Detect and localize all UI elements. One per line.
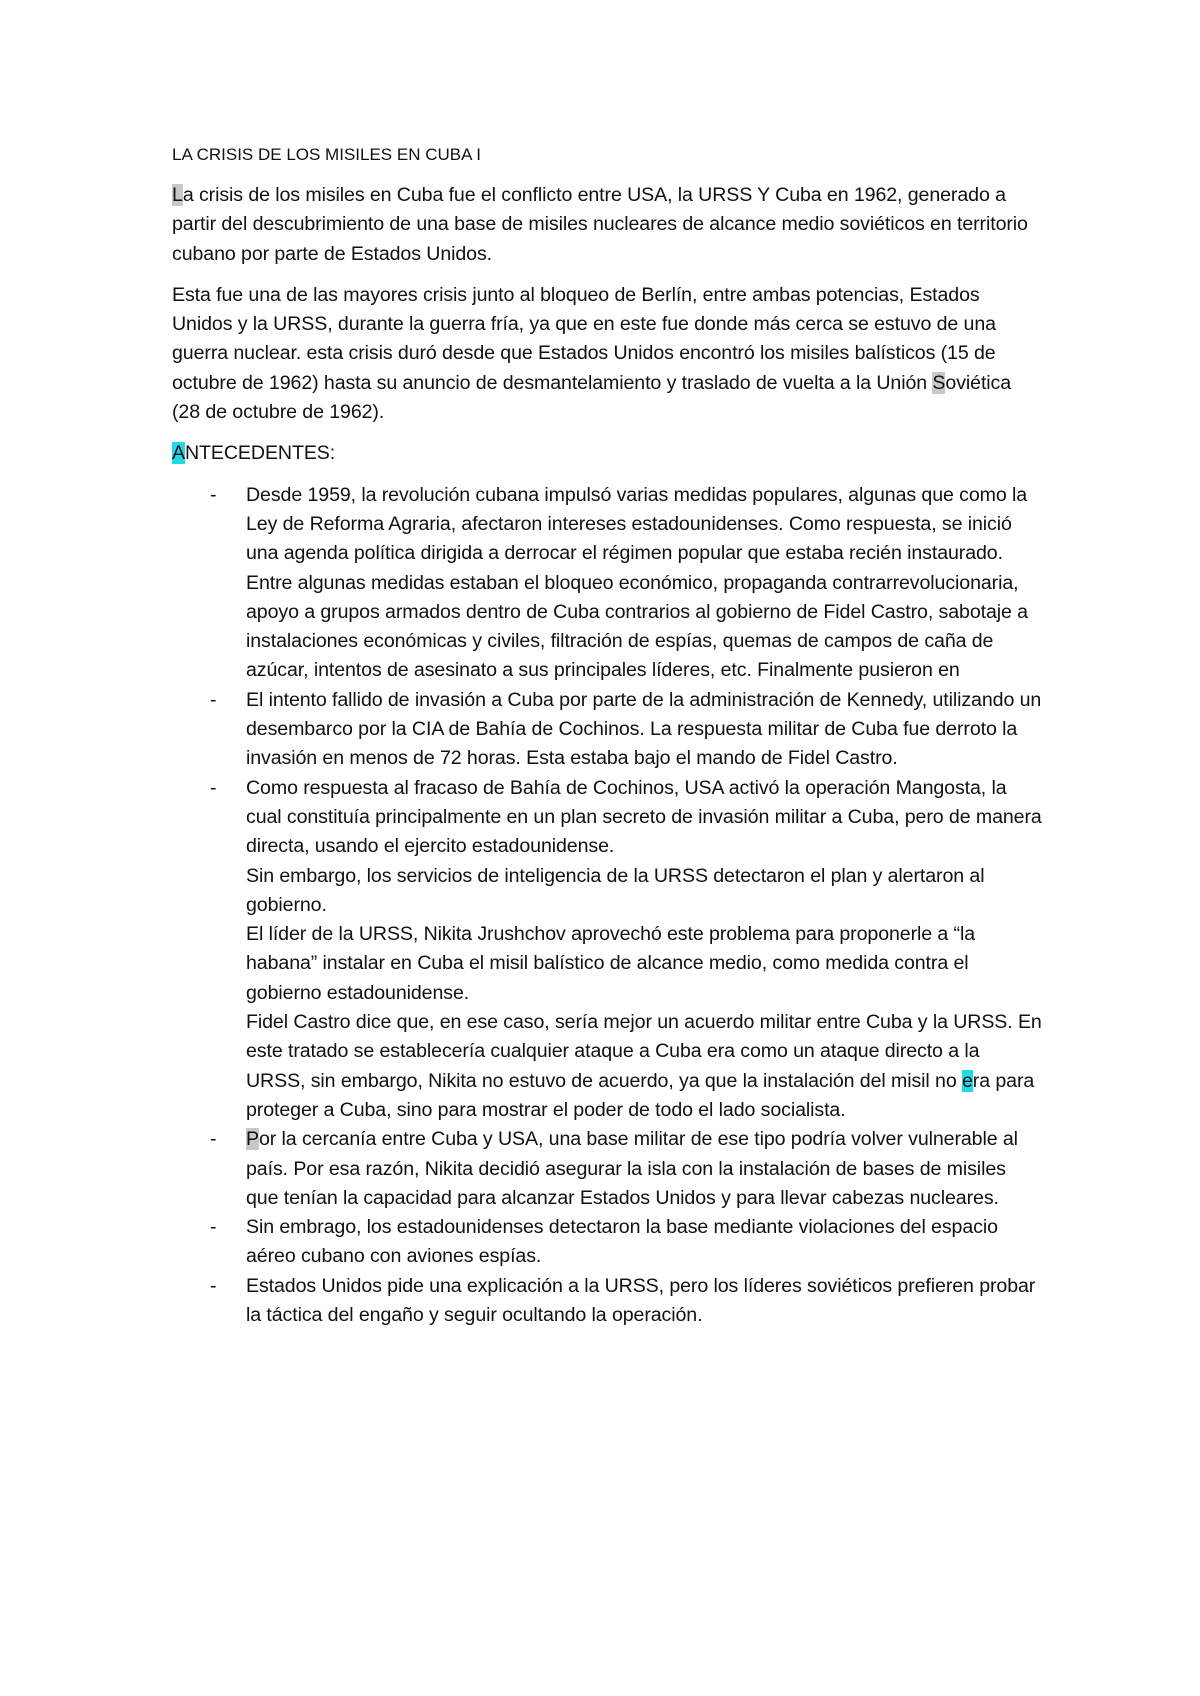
second-paragraph-text-end: oviética (28 de octubre de 1962). xyxy=(172,371,1012,424)
list-item-text-part: Fidel Castro dice que, en ese caso, sería mejor un acuerdo militar entre Cuba y la URSS. En este tratado se establecería cualquier ataque a Cuba era como un ataque directo a la URSS, sin embargo, Nikita no estuvo de acuerdo, ya que la instalación del misil no xyxy=(246,1011,1042,1092)
highlighted-letter: A xyxy=(172,442,185,465)
list-item xyxy=(172,1272,1042,1331)
document-title: LA CRISIS DE LOS MISILES EN CUBA I xyxy=(172,145,481,164)
second-paragraph-text: Esta fue una de las mayores crisis junto al bloqueo de Berlín, entre ambas potencias, Estados Unidos y la URSS, durante la guerra fría, ya que en este fue donde más cerca se estuvo de una guerra nuclear. esta crisis duró desde que Estados Unidos encontró los misiles balísticos (15 de octubre de 1962) hasta su anuncio de desmantelamiento y traslado de vuelta a la Unión xyxy=(172,283,996,394)
bullet-dash: - xyxy=(210,1128,217,1151)
list-item-text xyxy=(246,1008,1042,1125)
list-item-text-part: ra para proteger a Cuba, sino para mostrar el poder de todo el lado socialista. xyxy=(246,1069,1035,1121)
heading-text: NTECEDENTES: xyxy=(184,442,336,465)
list-item-text: Desde 1959, la revolución cubana impulsó varias medidas populares, algunas que como la Ley de Reforma Agraria, afectaron intereses estadounidenses. Como respuesta, se inició una agenda política dirigida a derrocar el régimen popular que estaba recién instaurado. Entre algunas medidas estaban el bloqueo económico, propaganda contrarrevolucionaria, apoyo a grupos armados dentro de Cuba contrarios al gobierno de Fidel Castro, sabotaje a instalaciones económicas y civiles, filtración de espías, quemas de campos de caña de azúcar, intentos de asesinato a sus principales líderes, etc. Finalmente pusieron en xyxy=(246,483,1028,682)
antecedentes-heading xyxy=(172,439,1042,468)
list-item-text: or la cercanía entre Cuba y USA, una base militar de ese tipo podría volver vulnerable al país. Por esa razón, Nikita decidió asegurar la isla con la instalación de bases de misiles que tenían la capacidad para alcanzar Estados Unidos y para llevar cabezas nucleares. xyxy=(246,1128,1018,1209)
list-item-text: Sin embrago, los estadounidenses detectaron la base mediante violaciones del espacio aéreo cubano con aviones espías. xyxy=(246,1216,998,1268)
list-item-text: El líder de la URSS, Nikita Jrushchov aprovechó este problema para proponerle a “la habana” instalar en Cuba el misil balístico de alcance medio, como medida contra el gobierno estadounidense. xyxy=(246,923,976,1004)
list-item xyxy=(172,481,1042,686)
list-item-text: Como respuesta al fracaso de Bahía de Cochinos, USA activó la operación Mangosta, la cual constituía principalmente en un plan secreto de invasión militar a Cuba, pero de manera directa, usando el ejercito estadounidense. xyxy=(246,776,1042,858)
list-item xyxy=(172,774,1042,1126)
list-item-text: Estados Unidos pide una explicación a la URSS, pero los líderes soviéticos prefieren probar la táctica del engaño y seguir ocultando la operación. xyxy=(246,1274,1036,1326)
list-item xyxy=(172,1125,1042,1213)
second-paragraph xyxy=(172,281,1042,427)
highlighted-letter: S xyxy=(932,371,946,394)
highlighted-letter: P xyxy=(246,1128,259,1151)
highlighted-letter: L xyxy=(172,184,183,206)
bullet-dash: - xyxy=(210,776,217,799)
bullet-dash: - xyxy=(210,483,217,506)
list-item-text: El intento fallido de invasión a Cuba por parte de la administración de Kennedy, utilizando un desembarco por la CIA de Bahía de Cochinos. La respuesta militar de Cuba fue derroto la invasión en menos de 72 horas. Esta estaba bajo el mando de Fidel Castro. xyxy=(246,688,1042,770)
bullet-dash: - xyxy=(210,688,217,711)
bullet-dash: - xyxy=(210,1216,217,1239)
list-item-text: Sin embargo, los servicios de inteligencia de la URSS detectaron el plan y alertaron al gobierno. xyxy=(246,864,985,916)
document-body xyxy=(172,140,1042,1330)
list-item xyxy=(172,686,1042,774)
intro-paragraph xyxy=(172,181,1042,269)
intro-text: a crisis de los misiles en Cuba fue el conflicto entre USA, la URSS Y Cuba en 1962, generado a partir del descubrimiento de una base de misiles nucleares de alcance medio soviéticos en territorio cubano por parte de Estados Unidos. xyxy=(172,184,1028,265)
bullet-dash: - xyxy=(210,1274,217,1297)
antecedentes-list xyxy=(172,481,1042,1331)
list-item xyxy=(172,1213,1042,1272)
highlighted-letter: e xyxy=(961,1069,973,1092)
